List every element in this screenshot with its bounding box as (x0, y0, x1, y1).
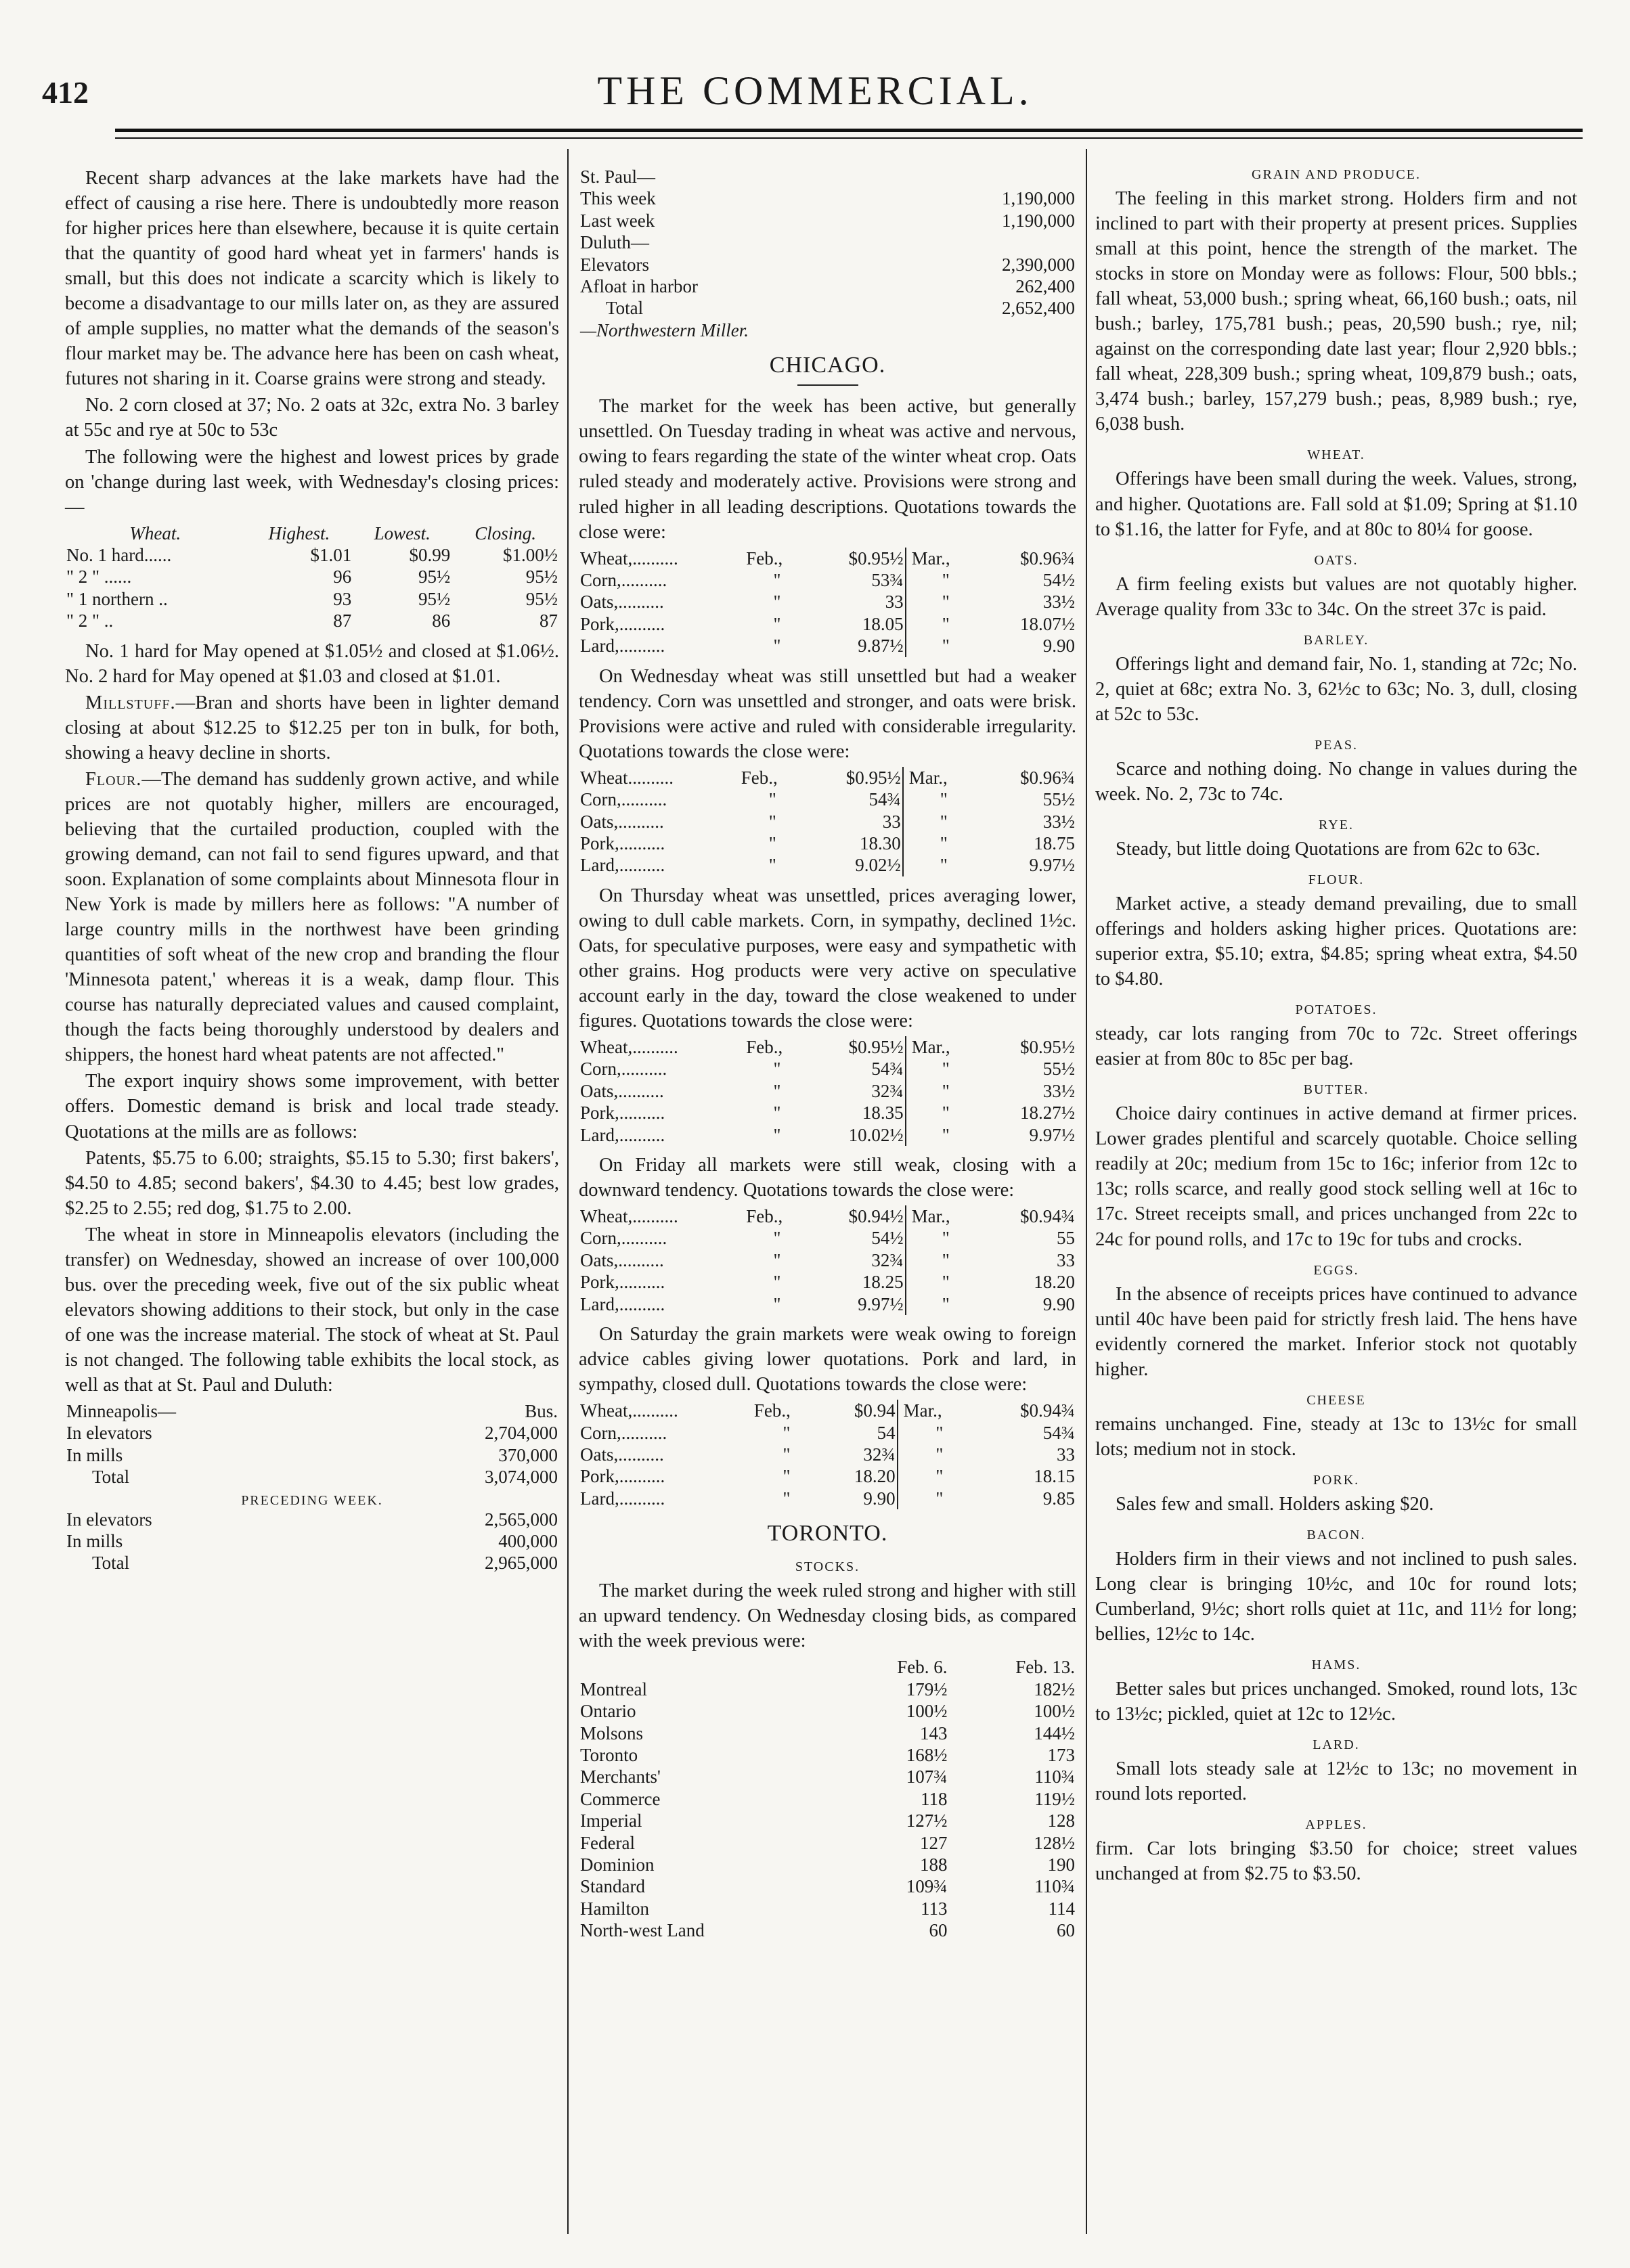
paragraph: Choice dairy continues in active demand at firmer prices. Lower grades plentiful and scarcely quotable. Choice selling readily at 20c; medium from 15c to 16c; inferior from 12c to 13c; rolls scarce, and really good stock selling well at 16c to 17c. Street receipts small, and prices unchanged from 22c to 24c for pound rolls, and 17c to 19c for tubs and crocks. (1095, 1103, 1577, 1250)
table-row: Lard,.......... " 9.02½ " 9.97½ (580, 855, 1075, 876)
table-row: In mills 400,000 (66, 1530, 558, 1551)
paragraph: Patents, $5.75 to 6.00; straights, $5.15 to 5.30; first bakers', $4.50 to 4.85; second bakers', $4.30 to 4.45; best low grades, $2.25 to 2.55; red dog, $1.75 to 2.00. (65, 1147, 559, 1219)
section-heading-flour: FLOUR. (1308, 872, 1365, 887)
table-row: Wheat,.......... Feb., $0.94½ Mar., $0.94¾ (580, 1206, 1075, 1227)
paragraph: Millstuff.—Bran and shorts have been in lighter demand closing at about $12.25 to $12.25 per ton in bulk, for both, showing a heavy decline in shorts. (65, 692, 559, 763)
table-row: In elevators 2,565,000 (66, 1509, 558, 1530)
paragraph: The export inquiry shows some improvement, with better offers. Domestic demand is brisk and local trade steady. Quotations at the mills are as follows: (65, 1071, 559, 1142)
column-divider (567, 149, 569, 2234)
page-number: 412 (42, 75, 89, 110)
paragraph: Recent sharp advances at the lake markets have had the effect of causing a rise here. There is undoubtedly more reason for higher prices here than elsewhere, because it is quite certain that the quantity of good hard wheat yet in farmers' hands is small, but this does not indicate a scarcity which is likely to become a disadvantage to our mills later on, as they are assured of ample supplies, no matter what the demands of the season's flour market may be. The advance here has been on cash wheat, futures not sharing in it. Coarse grains were strong and steady. (65, 168, 559, 390)
table-row: Commerce 118 119½ (580, 1788, 1075, 1809)
paragraph: The wheat in store in Minneapolis elevators (including the transfer) on Wednesday, showed an increase of over 100,000 bus. over the preceding week, five out of the six public wheat elevators showing additions to their stock, but only in the case of one was the increase material. The stock of wheat at St. Paul is not changed. The following table exhibits the local stock, as well as that at St. Paul and Duluth: (65, 1224, 559, 1396)
table-row: North-west Land 60 60 (580, 1920, 1075, 1941)
table-row: Total 2,965,000 (92, 1553, 558, 1574)
table-header: Closing. (475, 522, 537, 543)
quotation-table (579, 1400, 1076, 1509)
table-row: In mills 370,000 (66, 1444, 558, 1465)
paragraph: Holders firm in their views and not inclined to push sales. Long clear is bringing 10½c, and 10c for round lots; Cumberland, 9½c; short rolls quiet at 11c, and 11½ for long; bellies, 12½c to 14c. (1095, 1548, 1577, 1645)
column-left (65, 166, 559, 1581)
header-rule-thin (115, 137, 1583, 139)
table-row: Oats,.......... " 32¾ " 33½ (580, 1080, 1075, 1101)
paragraph: On Wednesday wheat was still unsettled but had a weaker tendency. Corn was unsettled and stronger, and oats were brisk. Provisions were active and ruled with considerable irregularity. Quotations towards the close were: (579, 665, 1076, 762)
table-row: Standard 109¾ 110¾ (580, 1876, 1075, 1897)
table-row: Wheat,.......... Feb., $0.94 Mar., $0.94¾ (580, 1400, 1075, 1421)
table-row: Wheat,.......... Feb., $0.95½ Mar., $0.96¾ (580, 548, 1075, 569)
stpaul-duluth-table (579, 166, 1076, 341)
section-heading-butter: BUTTER. (1303, 1082, 1369, 1098)
table-row: Pork,.......... " 18.20 " 18.15 (580, 1466, 1075, 1487)
paragraph: On Saturday the grain markets were weak owing to foreign advice cables giving lower quotations. Pork and lard, in sympathy, closed dull. Quotations towards the close were: (579, 1323, 1076, 1396)
paragraph: remains unchanged. Fine, steady at 13c to 13½c for small lots; medium not in stock. (1095, 1413, 1577, 1460)
table-row: Hamilton 113 114 (580, 1898, 1075, 1919)
table-row: Pork,.......... " 18.05 " 18.07½ (580, 613, 1075, 634)
table-row: Oats,.......... " 32¾ " 33 (580, 1249, 1075, 1270)
section-label: PRECEDING WEEK. (241, 1492, 383, 1508)
table-header: Lowest. (374, 522, 431, 543)
table-row: Oats,.......... " 32¾ " 33 (580, 1444, 1075, 1465)
paragraph: Market active, a steady demand prevailing, due to small offerings and holders asking higher prices. Quotations are: superior extra, $5.10; extra, $4.85; spring wheat extra, $4.50 to $4.80. (1095, 893, 1577, 990)
paragraph: No. 2 corn closed at 37; No. 2 oats at 32c, extra No. 3 barley at 55c and rye at 50c to 53c (65, 395, 559, 441)
paragraph: The following were the highest and lowest prices by grade on 'change during last week, with Wednesday's closing prices:— (65, 446, 559, 518)
table-row: Total 3,074,000 (92, 1467, 558, 1488)
paragraph: In the absence of receipts prices have continued to advance until 40c have been paid for strictly fresh laid. The hens have evidently cornered the market. Inferior stock not quotably higher. (1095, 1283, 1577, 1380)
table-row: " 2 " ...... 96 95½ 95½ (66, 566, 558, 587)
table-row: Toronto 168½ 173 (580, 1744, 1075, 1765)
paragraph: The market during the week ruled strong and higher with still an upward tendency. On Wednesday closing bids, as compared with the week previous were: (579, 1580, 1076, 1652)
paragraph: Steady, but little doing Quotations are from 62c to 63c. (1116, 838, 1541, 860)
column-right (1095, 166, 1577, 1888)
section-heading-rye: RYE. (1319, 817, 1354, 832)
paragraph: Small lots steady sale at 12½c to 13c; no movement in round lots reported. (1095, 1758, 1577, 1805)
section-heading-lard: LARD. (1313, 1737, 1360, 1753)
paragraph: Offerings have been small during the week. Values, strong, and higher. Quotations are. Fall sold at $1.09; Spring at $1.10 to $1.16, the latter for Fyfe, and at 80c to 80¼ for goose. (1095, 468, 1577, 540)
table-row: " 1 northern .. 93 95½ 95½ (66, 588, 558, 609)
source-credit: —Northwestern Miller. (580, 319, 749, 340)
section-heading-oats: OATS. (1314, 552, 1359, 568)
paragraph: Offerings light and demand fair, No. 1, standing at 72c; No. 2, quiet at 68c; extra No. 3, 62½c to 63c; No. 3, dull, closing at 52c to 53c. (1095, 653, 1577, 725)
table-row: Imperial 127½ 128 (580, 1810, 1075, 1831)
section-heading-chicago: CHICAGO. (769, 353, 886, 378)
heading-rule (797, 384, 858, 386)
table-header: Highest. (268, 522, 330, 543)
table-row: Lard,.......... " 9.87½ " 9.90 (580, 636, 1075, 657)
section-heading-peas: PEAS. (1315, 737, 1358, 753)
section-heading-wheat: WHEAT. (1307, 447, 1365, 463)
header-rule (115, 129, 1583, 132)
section-heading-eggs: EGGS. (1313, 1262, 1359, 1278)
table-row: Lard,.......... " 10.02½ " 9.97½ (580, 1124, 1075, 1145)
section-heading-cheese: CHEESE (1306, 1392, 1366, 1408)
section-heading-apples: APPLES. (1305, 1817, 1367, 1833)
table-row: Corn,.......... " 54¾ " 55½ (580, 789, 1075, 810)
column-divider (1086, 149, 1087, 2234)
table-row: Dominion 188 190 (580, 1854, 1075, 1875)
paragraph: firm. Car lots bringing $3.50 for choice; street values unchanged at from $2.75 to $3.50. (1095, 1838, 1577, 1885)
section-heading-bacon: BACON. (1306, 1527, 1366, 1542)
masthead-title: THE COMMERCIAL. (597, 68, 1033, 113)
section-label: Duluth— (580, 232, 650, 253)
local-stock-table: Minneapolis— Bus. In elevators 2,704,000 In mills 370,000 Total 3,074,000 PRECEDING WEEK. In elevators 2,565,000 In mills 400,000 Total 2,965,000 (66, 1401, 558, 1574)
table-row: Pork,.......... " 18.30 " 18.75 (580, 832, 1075, 853)
table-row: Total 2,652,400 (606, 298, 1075, 319)
table-row: Wheat.......... Feb., $0.95½ Mar., $0.96¾ (580, 767, 1075, 788)
paragraph: Better sales but prices unchanged. Smoked, round lots, 13c to 13½c; pickled, quiet at 12c to 12½c. (1095, 1678, 1577, 1725)
table-row: No. 1 hard...... $1.01 $0.99 $1.00½ (66, 545, 558, 566)
section-heading-toronto: TORONTO. (767, 1521, 888, 1547)
paragraph: steady, car lots ranging from 70c to 72c. Street offerings easier at from 80c to 85c per bag. (1095, 1023, 1577, 1070)
table-row: Corn,.......... " 54 " 54¾ (580, 1422, 1075, 1443)
lead-word: Flour. (85, 768, 142, 790)
stocks-table (579, 1656, 1076, 1941)
table-row: Last week 1,190,000 (580, 210, 1075, 231)
table-header: Wheat. (129, 522, 181, 543)
section-heading-barley: BARLEY. (1303, 632, 1369, 648)
table-row: Afloat in harbor 262,400 (580, 275, 1075, 296)
table-row: Molsons 143 144½ (580, 1722, 1075, 1743)
table-row: Corn,.......... " 54½ " 55 (580, 1228, 1075, 1249)
section-heading-grain: GRAIN AND PRODUCE. (1252, 167, 1421, 182)
quotation-table (579, 548, 1076, 657)
table-row: Corn,.......... " 54¾ " 55½ (580, 1059, 1075, 1080)
table-row: Montreal 179½ 182½ (580, 1678, 1075, 1699)
table-row: Merchants' 107¾ 110¾ (580, 1766, 1075, 1787)
lead-word: Millstuff. (85, 692, 176, 713)
paragraph: A firm feeling exists but values are not quotably higher. Average quality from 33c to 34c. On the street 37c is paid. (1095, 573, 1577, 620)
table-header: Feb. 6. (897, 1657, 948, 1678)
section-heading-pork: PORK. (1313, 1472, 1360, 1488)
section-label: Minneapolis— (66, 1401, 176, 1422)
table-row: Federal 127 128½ (580, 1832, 1075, 1853)
table-row: Lard,.......... " 9.90 " 9.85 (580, 1488, 1075, 1509)
paragraph: Sales few and small. Holders asking $20. (1116, 1493, 1434, 1515)
quotation-table (579, 1036, 1076, 1146)
table-row: Elevators 2,390,000 (580, 254, 1075, 275)
table-row: Pork,.......... " 18.35 " 18.27½ (580, 1103, 1075, 1124)
paragraph: The market for the week has been active, but generally unsettled. On Tuesday trading in wheat was active and nervous, owing to fears regarding the state of the winter wheat crop. Oats ruled steady and moderately active. Provisions were strong and ruled higher in all leading descriptions. Quotations towards the close were: (579, 396, 1076, 543)
table-row: This week 1,190,000 (580, 188, 1075, 209)
table-row: Lard,.......... " 9.97½ " 9.90 (580, 1293, 1075, 1314)
paragraph: On Thursday wheat was unsettled, prices averaging lower, owing to dull cable markets. Corn, in sympathy, declined 1½c. Oats, for speculative purposes, were easy and sympathetic with other grains. Hog products were very active on speculative account early in the day, toward the close weakened to under figures. Quotations towards the close were: (579, 885, 1076, 1031)
column-middle (579, 166, 1076, 1948)
table-header: Feb. 13. (1015, 1657, 1075, 1678)
paragraph: On Friday all markets were still weak, closing with a downward tendency. Quotations towards the close were: (579, 1154, 1076, 1201)
table-row: Corn,.......... " 53¾ " 54½ (580, 569, 1075, 590)
table-row: " 2 " .. 87 86 87 (66, 610, 558, 631)
paragraph: No. 1 hard for May opened at $1.05½ and closed at $1.06½. No. 2 hard for May opened at $1.03 and closed at $1.01. (65, 640, 559, 687)
section-heading-hams: HAMS. (1311, 1658, 1361, 1673)
table-row: Pork,.......... " 18.25 " 18.20 (580, 1272, 1075, 1293)
paragraph: Flour.—The demand has suddenly grown active, and while prices are not quotably higher, millers are encouraged, believing that the curtailed production, coupled with the growing demand, can not fail to send figures upward, and that soon. Explanation of some complaints about Minnesota flour in New York is made by millers here as follows: "A number of large country mills in the northwest have been grinding quantities of soft wheat of the new crop and branding the flour 'Minnesota patent,' whereas it is a weak, damp flour. This course has naturally depreciated values and caused complaint, though the facts being thoroughly understood by dealers and shippers, the honest hard wheat patents are not affected." (65, 768, 559, 1066)
section-label: St. Paul— (580, 166, 656, 187)
table-row: Oats,.......... " 33 " 33½ (580, 811, 1075, 832)
table-row: Wheat,.......... Feb., $0.95½ Mar., $0.95½ (580, 1036, 1075, 1057)
section-heading-potatoes: POTATOES. (1295, 1002, 1378, 1018)
table-row: In elevators 2,704,000 (66, 1423, 558, 1444)
section-subheading: STOCKS. (795, 1559, 860, 1575)
paragraph: The feeling in this market strong. Holders firm and not inclined to part with their property at present prices. Supplies small at this point, hence the strength of the market. The stocks in store on Monday were as follows: Flour, 500 bbls.; fall wheat, 53,000 bush.; spring wheat, 66,160 bush.; oats, nil bush.; barley, 175,781 bush.; peas, 20,590 bush.; rye, nil; against on the corresponding date last year; flour 2,920 bbls.; fall wheat, 228,309 bush.; spring wheat, 109,879 bush.; oats, 3,474 bush.; barley, 157,279 bush.; peas, 8,989 bush.; rye, 6,038 bush. (1095, 188, 1577, 435)
quotation-table (579, 767, 1076, 876)
quotation-table (579, 1205, 1076, 1315)
grade-price-table (65, 522, 559, 632)
table-row: Oats,.......... " 33 " 33½ (580, 592, 1075, 613)
table-row: Ontario 100½ 100½ (580, 1701, 1075, 1722)
paragraph: Scarce and nothing doing. No change in values during the week. No. 2, 73c to 74c. (1095, 758, 1577, 805)
